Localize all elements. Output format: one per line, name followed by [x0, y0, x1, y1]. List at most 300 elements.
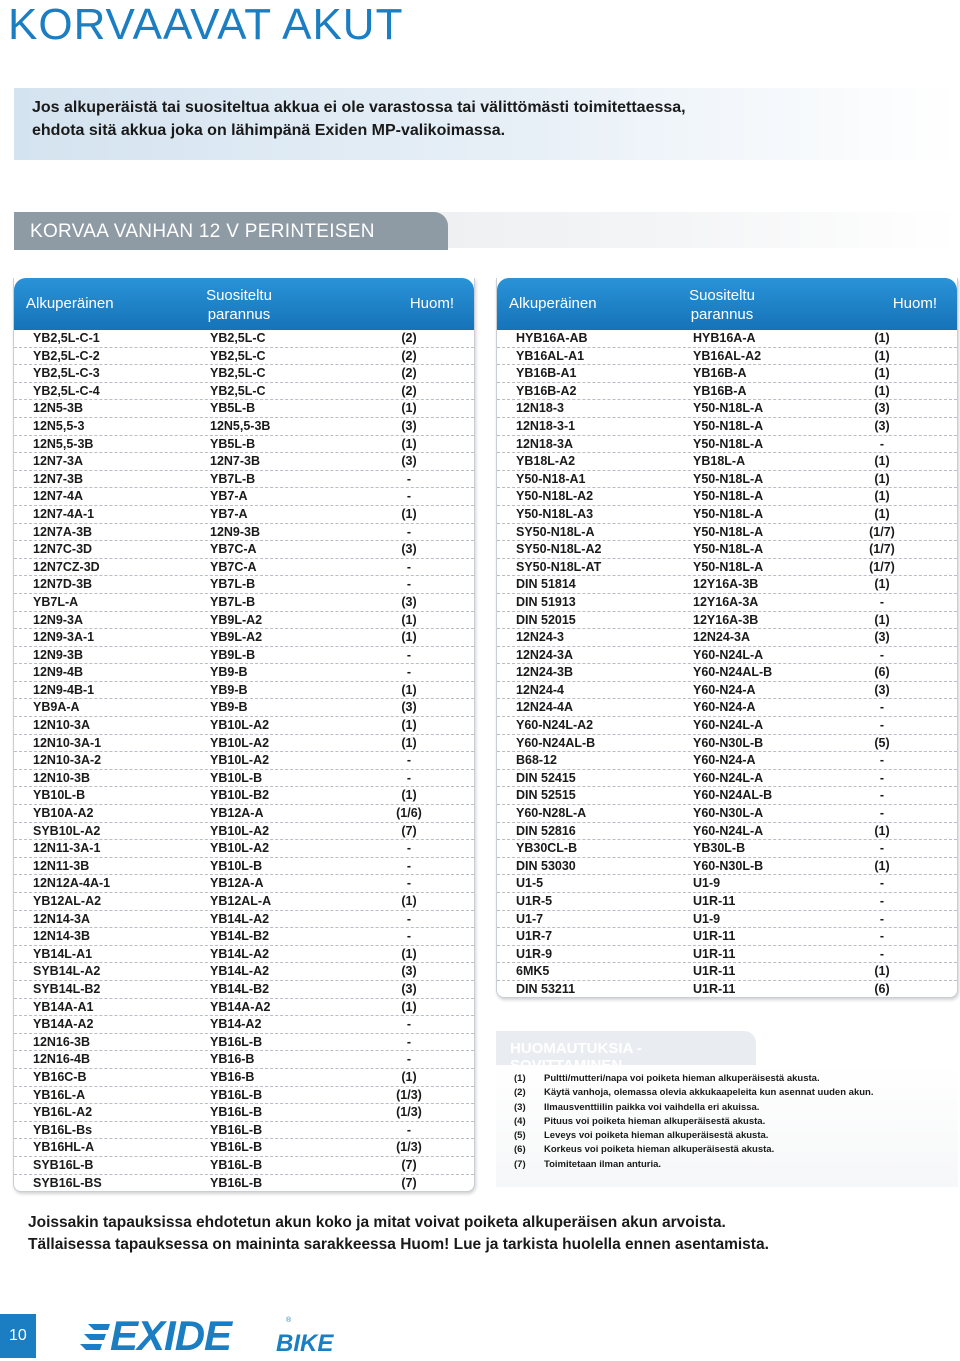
original-cell: 12N7-3A: [33, 454, 84, 469]
note-item: [496, 1073, 958, 1087]
suggested-cell: 12Y16A-3B: [693, 577, 759, 592]
table-row: [497, 400, 957, 418]
suggested-cell: Y50-N18L-A: [693, 471, 764, 486]
suggested-cell: YB7L-B: [210, 594, 256, 609]
original-cell: YB14A-A2: [33, 1017, 94, 1032]
note-cell: (1): [874, 823, 890, 838]
footer-text: [28, 1212, 769, 1256]
note-cell: (1): [401, 1069, 417, 1084]
table-row: [497, 981, 957, 999]
table-row: [497, 506, 957, 524]
note-item: [496, 1130, 958, 1144]
table-row: [497, 541, 957, 559]
original-cell: 12N9-4B: [33, 665, 84, 680]
right-table-header: [497, 278, 957, 330]
original-cell: SYB16L-BS: [33, 1175, 102, 1190]
note-item: [496, 1087, 958, 1101]
suggested-cell: YB9-B: [210, 700, 248, 715]
original-cell: 12N7D-3B: [33, 577, 93, 592]
suggested-cell: YB14L-B2: [210, 981, 270, 996]
suggested-cell: YB16L-B: [210, 1157, 263, 1172]
table-row: [14, 365, 474, 383]
suggested-cell: YB2,5L-C: [210, 348, 266, 363]
note-cell: -: [406, 577, 412, 592]
note-cell: -: [406, 841, 412, 856]
note-cell: -: [879, 594, 885, 609]
table-row: [14, 963, 474, 981]
suggested-cell: U1R-11: [693, 929, 736, 944]
suggested-cell: Y60-N24AL-B: [693, 788, 773, 803]
table-row: [14, 506, 474, 524]
note-cell: (7): [401, 823, 417, 838]
note-cell: (2): [401, 348, 417, 363]
note-cell: (1): [401, 682, 417, 697]
original-cell: 12N16-3B: [33, 1034, 90, 1049]
suggested-cell: Y60-N24-A: [693, 682, 756, 697]
suggested-cell: YB9L-A2: [210, 630, 263, 645]
original-cell: YB14A-A1: [33, 999, 94, 1014]
original-cell: YB16HL-A: [33, 1140, 95, 1155]
original-cell: YB16L-A2: [33, 1105, 93, 1120]
note-cell: (2): [401, 331, 417, 345]
svg-text:®: ®: [286, 1317, 292, 1324]
table-row: [497, 717, 957, 735]
suggested-cell: YB7L-B: [210, 471, 256, 486]
note-cell: -: [406, 876, 412, 891]
suggested-cell: YB16-B: [210, 1069, 255, 1084]
note-cell: -: [879, 436, 885, 451]
table-row: [14, 699, 474, 717]
note-cell: (6): [874, 665, 890, 680]
suggested-cell: YB10L-B: [210, 770, 263, 785]
suggested-cell: U1-9: [693, 911, 721, 926]
suggested-cell: 12Y16A-3A: [693, 594, 759, 609]
suggested-cell: Y60-N24L-A: [693, 647, 764, 662]
note-number: (5): [514, 1130, 526, 1142]
original-cell: YB12AL-A2: [33, 894, 102, 908]
suggested-cell: YB10L-A2: [210, 735, 270, 750]
left-table: [13, 278, 475, 1192]
original-cell: 12N11-3B: [33, 858, 90, 873]
original-cell: SY50-N18L-A2: [516, 542, 602, 557]
suggested-cell: YB30L-B: [693, 841, 746, 856]
suggested-cell: YB5L-B: [210, 401, 256, 416]
suggested-cell: YB10L-A2: [210, 753, 270, 768]
original-cell: YB2,5L-C-4: [33, 383, 100, 398]
table-row: [497, 383, 957, 401]
table-row: [497, 612, 957, 630]
header-original: Alkuperäinen: [509, 295, 597, 312]
note-text: Käytä vanhoja, olemassa olevia akkukaapeleita kun asennat uuden akun.: [544, 1087, 874, 1099]
original-cell: 12N12A-4A-1: [33, 876, 111, 891]
note-item: [496, 1102, 958, 1116]
original-cell: 12N14-3B: [33, 929, 90, 944]
note-cell: (1/3): [396, 1087, 422, 1102]
suggested-cell: U1-9: [693, 876, 721, 891]
table-row: [497, 840, 957, 858]
original-cell: Y50-N18L-A2: [516, 489, 594, 504]
note-cell: (5): [874, 735, 890, 750]
note-cell: (1): [401, 630, 417, 645]
note-cell: (3): [874, 418, 890, 433]
table-row: [14, 453, 474, 471]
note-cell: (3): [401, 418, 417, 433]
note-cell: (1/3): [396, 1140, 422, 1155]
note-cell: -: [406, 1034, 412, 1049]
suggested-cell: YB9-B: [210, 665, 248, 680]
note-cell: (1): [874, 383, 890, 398]
suggested-cell: U1R-11: [693, 981, 736, 996]
note-cell: (7): [401, 1157, 417, 1172]
suggested-cell: YB16L-B: [210, 1087, 263, 1102]
suggested-cell: U1R-11: [693, 894, 736, 908]
table-row: [497, 594, 957, 612]
original-cell: U1R-5: [516, 894, 553, 908]
suggested-cell: U1R-11: [693, 946, 736, 961]
original-cell: 12N7-3B: [33, 471, 84, 486]
original-cell: DIN 53030: [516, 858, 576, 873]
table-row: [14, 717, 474, 735]
suggested-cell: Y50-N18L-A: [693, 506, 764, 521]
original-cell: 12N5-3B: [33, 401, 84, 416]
note-cell: (1): [874, 858, 890, 873]
suggested-cell: YB10L-A2: [210, 841, 270, 856]
original-cell: YB30CL-B: [516, 841, 578, 856]
note-text: Ilmausventtiilin paikka voi vaihdella eri akuissa.: [544, 1101, 760, 1113]
original-cell: 12N18-3: [516, 401, 564, 416]
header-suggested-line2: parannus: [690, 306, 754, 323]
note-number: (4): [514, 1115, 526, 1127]
suggested-cell: YB10L-A2: [210, 718, 270, 733]
left-table-header: [14, 278, 474, 330]
table-row: [497, 752, 957, 770]
suggested-cell: HYB16A-A: [693, 331, 756, 345]
suggested-cell: YB18L-A: [693, 454, 746, 469]
note-text: Pituus voi poiketa hieman alkuperäisestä akusta.: [544, 1115, 766, 1127]
original-cell: DIN 52015: [516, 612, 576, 627]
table-row: [14, 735, 474, 753]
table-row: [497, 524, 957, 542]
suggested-cell: Y60-N24AL-B: [693, 665, 773, 680]
page-title: KORVAAVAT AKUT: [8, 0, 404, 49]
suggested-cell: YB9-B: [210, 682, 248, 697]
footer-line-1: Joissakin tapauksissa ehdotetun akun koko ja mitat voivat poiketa alkuperäisen akun arvoista.: [28, 1214, 726, 1231]
header-note: Huom!: [892, 295, 937, 312]
note-cell: (3): [874, 682, 890, 697]
table-row: [497, 787, 957, 805]
original-cell: 12N5,5-3: [33, 418, 85, 433]
suggested-cell: YB14L-A2: [210, 946, 270, 961]
original-cell: YB18L-A2: [516, 454, 576, 469]
note-cell: -: [879, 718, 885, 733]
table-row: [14, 858, 474, 876]
header-suggested: [194, 286, 284, 324]
original-cell: Y50-N18L-A3: [516, 506, 594, 521]
suggested-cell: YB12A-A: [210, 806, 264, 821]
table-row: [14, 999, 474, 1017]
original-cell: 12N7A-3B: [33, 524, 93, 539]
original-cell: YB9A-A: [33, 700, 80, 715]
suggested-cell: YB7-A: [210, 489, 248, 504]
note-cell: -: [879, 806, 885, 821]
suggested-cell: YB7-A: [210, 506, 248, 521]
note-cell: (1/3): [396, 1105, 422, 1120]
table-row: [14, 488, 474, 506]
suggested-cell: YB16-B: [210, 1052, 255, 1067]
note-cell: (1): [874, 331, 890, 345]
original-cell: U1-7: [516, 911, 544, 926]
original-cell: 12N7-4A-1: [33, 506, 95, 521]
note-cell: -: [406, 559, 412, 574]
suggested-cell: 12Y16A-3B: [693, 612, 759, 627]
note-cell: -: [879, 876, 885, 891]
original-cell: 12N7C-3D: [33, 542, 93, 557]
note-cell: (3): [401, 454, 417, 469]
original-cell: Y60-N24AL-B: [516, 735, 596, 750]
original-cell: 12N18-3A: [516, 436, 573, 451]
table-row: [14, 559, 474, 577]
table-row: [497, 365, 957, 383]
table-row: [14, 840, 474, 858]
suggested-cell: YB7C-A: [210, 559, 257, 574]
original-cell: YB16B-A1: [516, 366, 577, 381]
note-cell: (3): [401, 981, 417, 996]
table-row: [14, 752, 474, 770]
original-cell: 12N10-3A-2: [33, 753, 102, 768]
header-suggested-line2: parannus: [207, 306, 271, 323]
table-row: [497, 418, 957, 436]
intro-line-2: ehdota sitä akkua joka on lähimpänä Exiden MP-valikoimassa.: [32, 122, 506, 139]
note-cell: -: [879, 929, 885, 944]
note-cell: (3): [401, 964, 417, 979]
original-cell: SYB14L-B2: [33, 981, 101, 996]
suggested-cell: Y60-N24L-A: [693, 718, 764, 733]
note-cell: (1/7): [869, 559, 895, 574]
note-text: Pultti/mutteri/napa voi poiketa hieman alkuperäisestä akusta.: [544, 1073, 820, 1084]
note-item: [496, 1116, 958, 1130]
suggested-cell: Y50-N18L-A: [693, 436, 764, 451]
note-cell: -: [406, 929, 412, 944]
note-cell: -: [879, 911, 885, 926]
table-row: [14, 541, 474, 559]
note-cell: (6): [874, 981, 890, 996]
note-cell: (1): [401, 612, 417, 627]
note-cell: (1): [401, 894, 417, 908]
original-cell: Y60-N24L-A2: [516, 718, 594, 733]
suggested-cell: YB7C-A: [210, 542, 257, 557]
original-cell: 6MK5: [516, 964, 550, 979]
original-cell: 12N9-4B-1: [33, 682, 95, 697]
note-cell: (3): [401, 700, 417, 715]
page-number: 10: [0, 1314, 36, 1358]
suggested-cell: Y50-N18L-A: [693, 418, 764, 433]
suggested-cell: 12N7-3B: [210, 454, 261, 469]
suggested-cell: YB12AL-A: [210, 894, 272, 908]
original-cell: SYB10L-A2: [33, 823, 101, 838]
note-cell: (7): [401, 1175, 417, 1190]
table-row: [497, 664, 957, 682]
original-cell: YB16B-A2: [516, 383, 577, 398]
note-cell: (1): [401, 735, 417, 750]
note-cell: -: [406, 489, 412, 504]
table-row: [497, 875, 957, 893]
note-cell: -: [406, 1017, 412, 1032]
table-row: [497, 436, 957, 454]
table-row: [497, 858, 957, 876]
original-cell: SYB14L-A2: [33, 964, 101, 979]
note-cell: -: [879, 647, 885, 662]
table-row: [14, 348, 474, 366]
suggested-cell: Y60-N30L-A: [693, 806, 764, 821]
suggested-cell: YB16L-B: [210, 1140, 263, 1155]
original-cell: SY50-N18L-AT: [516, 559, 602, 574]
table-row: [497, 576, 957, 594]
note-cell: -: [406, 1052, 412, 1067]
note-item: [496, 1159, 958, 1173]
note-number: (7): [514, 1158, 526, 1170]
table-row: [497, 559, 957, 577]
note-cell: (1): [401, 946, 417, 961]
suggested-cell: YB14L-A2: [210, 964, 270, 979]
note-text: Toimitetaan ilman anturia.: [544, 1158, 662, 1170]
table-row: [14, 911, 474, 929]
table-row: [497, 946, 957, 964]
suggested-cell: YB10L-B: [210, 858, 263, 873]
original-cell: Y50-N18-A1: [516, 471, 586, 486]
suggested-cell: YB16B-A: [693, 383, 747, 398]
note-cell: (1/7): [869, 542, 895, 557]
note-cell: (1): [874, 489, 890, 504]
note-item: [496, 1144, 958, 1158]
suggested-cell: 12N5,5-3B: [210, 418, 271, 433]
note-cell: -: [879, 841, 885, 856]
suggested-cell: YB12A-A: [210, 876, 264, 891]
note-cell: -: [879, 770, 885, 785]
original-cell: SYB16L-B: [33, 1157, 94, 1172]
suggested-cell: YB16L-B: [210, 1175, 263, 1190]
original-cell: 12N7CZ-3D: [33, 559, 100, 574]
original-cell: Y60-N28L-A: [516, 806, 587, 821]
original-cell: 12N9-3A: [33, 612, 84, 627]
original-cell: 12N14-3A: [33, 911, 90, 926]
table-row: [14, 594, 474, 612]
note-cell: (3): [874, 401, 890, 416]
note-cell: (1): [874, 366, 890, 381]
note-text: Leveys voi poiketa hieman alkuperäisestä akusta.: [544, 1130, 769, 1142]
note-cell: (1/6): [396, 806, 422, 821]
note-cell: -: [406, 647, 412, 662]
table-row: [14, 946, 474, 964]
note-number: (1): [514, 1073, 526, 1084]
note-cell: -: [406, 858, 412, 873]
table-row: [14, 1087, 474, 1105]
original-cell: 12N11-3A-1: [33, 841, 101, 856]
suggested-cell: Y60-N24L-A: [693, 823, 764, 838]
original-cell: 12N18-3-1: [516, 418, 576, 433]
note-number: (3): [514, 1101, 526, 1113]
note-cell: (1): [874, 964, 890, 979]
original-cell: 12N16-4B: [33, 1052, 90, 1067]
note-cell: (1): [401, 401, 417, 416]
table-row: [14, 1122, 474, 1140]
suggested-cell: Y50-N18L-A: [693, 542, 764, 557]
notes-title: HUOMAUTUKSIA -: [496, 1031, 756, 1065]
note-cell: (2): [401, 366, 417, 381]
original-cell: YB2,5L-C-3: [33, 366, 100, 381]
suggested-cell: YB2,5L-C: [210, 331, 266, 345]
table-row: [497, 682, 957, 700]
note-cell: -: [879, 894, 885, 908]
table-row: [497, 453, 957, 471]
suggested-cell: YB2,5L-C: [210, 383, 266, 398]
table-row: [14, 330, 474, 348]
note-cell: (1): [874, 348, 890, 363]
table-row: [497, 629, 957, 647]
note-number: (2): [514, 1087, 526, 1099]
original-cell: YB16C-B: [33, 1069, 87, 1084]
original-cell: 12N24-4A: [516, 700, 573, 715]
header-original: Alkuperäinen: [26, 295, 114, 312]
header-suggested-line1: Suositeltu: [689, 287, 755, 304]
original-cell: 12N24-3: [516, 630, 564, 645]
suggested-cell: YB16L-B: [210, 1034, 263, 1049]
table-row: [14, 629, 474, 647]
original-cell: DIN 52515: [516, 788, 576, 803]
table-row: [497, 928, 957, 946]
suggested-cell: YB10L-A2: [210, 823, 270, 838]
note-cell: -: [406, 524, 412, 539]
original-cell: B68-12: [516, 753, 557, 768]
table-row: [14, 400, 474, 418]
suggested-cell: U1R-11: [693, 964, 736, 979]
original-cell: YB16AL-A1: [516, 348, 585, 363]
original-cell: 12N9-3B: [33, 647, 84, 662]
note-cell: (3): [874, 630, 890, 645]
table-row: [497, 963, 957, 981]
note-cell: (1): [401, 436, 417, 451]
intro-box: [14, 88, 960, 160]
exide-bike-logo: [80, 1310, 370, 1358]
table-row: [14, 383, 474, 401]
original-cell: DIN 51814: [516, 577, 576, 592]
note-cell: (1): [401, 788, 417, 803]
note-cell: (1): [874, 454, 890, 469]
note-cell: (1): [401, 718, 417, 733]
original-cell: U1-5: [516, 876, 544, 891]
table-row: [14, 1034, 474, 1052]
note-cell: (1): [874, 612, 890, 627]
table-row: [14, 1069, 474, 1087]
note-cell: (2): [401, 383, 417, 398]
original-cell: U1R-9: [516, 946, 553, 961]
suggested-cell: Y50-N18L-A: [693, 489, 764, 504]
suggested-cell: Y50-N18L-A: [693, 524, 764, 539]
left-table-rows: [14, 330, 474, 1192]
table-row: [497, 911, 957, 929]
suggested-cell: Y60-N30L-B: [693, 858, 764, 873]
table-row: [14, 682, 474, 700]
table-row: [14, 805, 474, 823]
header-suggested: [677, 286, 767, 324]
table-row: [14, 875, 474, 893]
table-row: [14, 1175, 474, 1193]
table-row: [497, 699, 957, 717]
original-cell: 12N10-3A: [33, 718, 90, 733]
suggested-cell: YB9L-A2: [210, 612, 263, 627]
note-cell: -: [879, 700, 885, 715]
right-table-rows: [497, 330, 957, 999]
note-cell: -: [406, 471, 412, 486]
